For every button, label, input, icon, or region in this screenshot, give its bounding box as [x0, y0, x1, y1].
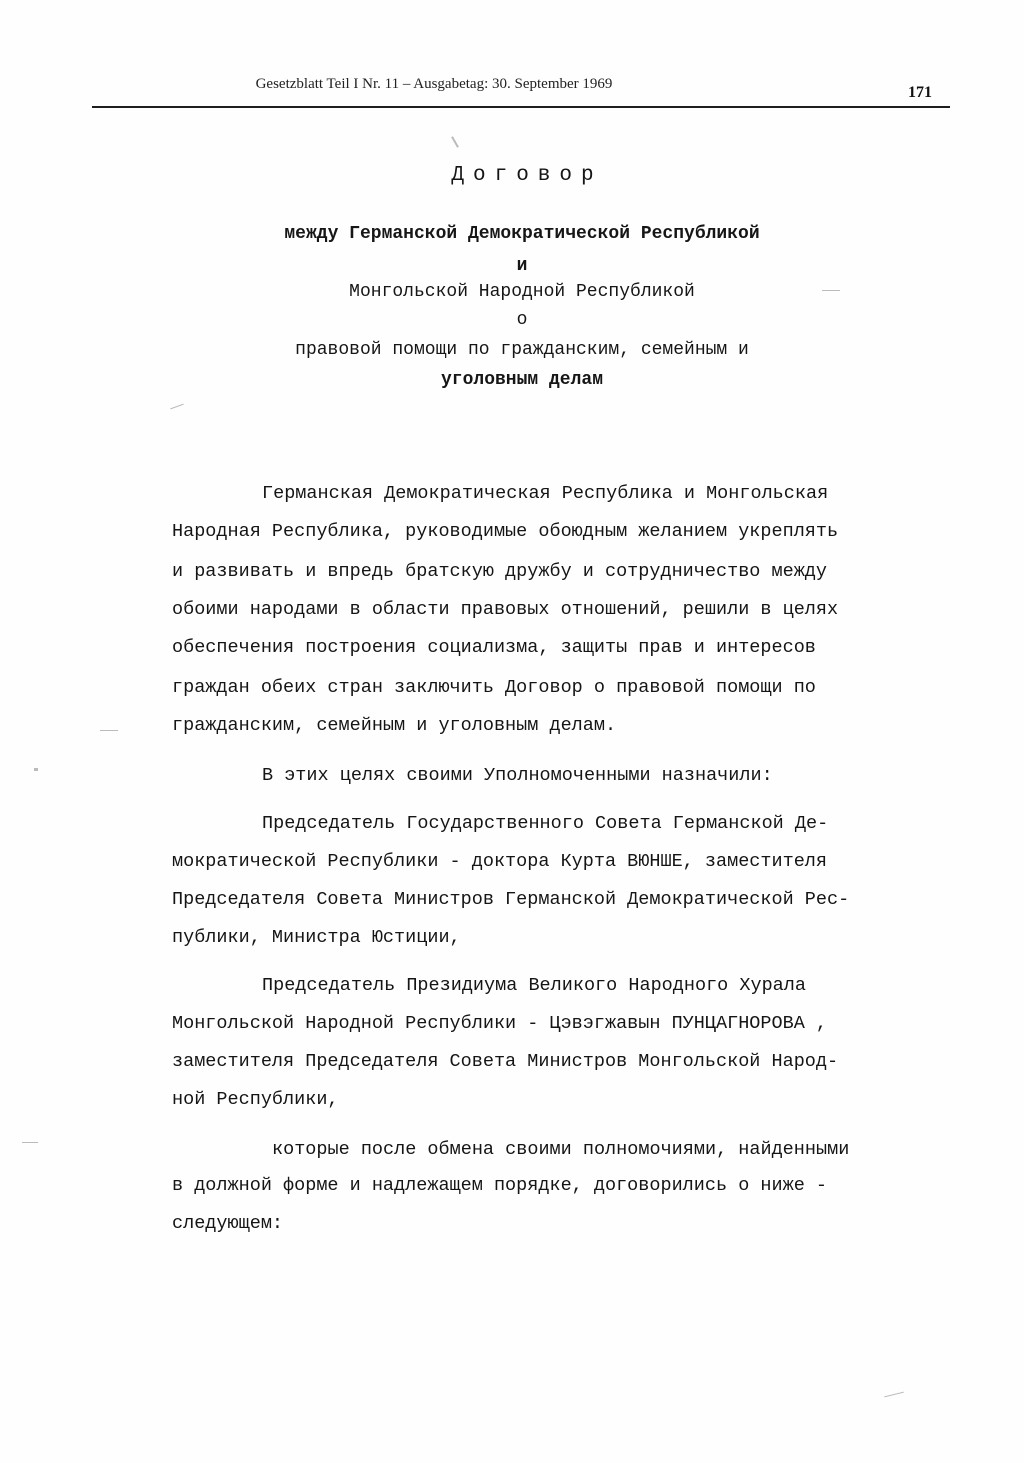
preamble-line: и развивать и впредь братскую дружбу и сотрудничество между — [172, 561, 828, 582]
scan-mark — [22, 1142, 38, 1143]
scan-mark — [34, 768, 38, 771]
preamble-line: Народная Республика, руководимые обоюдным желанием укреплять — [172, 521, 839, 542]
scan-mark — [884, 1392, 904, 1398]
subtitle-line-3: Монгольской Народной Республикой — [349, 282, 695, 302]
mpr-delegate-line: ной Республики, — [172, 1089, 339, 1110]
header-rule — [92, 106, 950, 108]
gdr-delegate-line: Председателя Совета Министров Германской Демократической Рес- — [172, 889, 850, 910]
closing-line: в должной форме и надлежащем порядке, договорились о ниже - — [172, 1175, 828, 1196]
subtitle-line-1: между Германской Демократической Республикой — [284, 224, 760, 244]
closing-line: следующем: — [172, 1213, 284, 1234]
gdr-delegate-line: Председатель Государственного Совета Германской Де- — [262, 813, 829, 834]
scan-mark — [170, 404, 183, 410]
subtitle-line-6: уголовным делам — [440, 370, 604, 390]
subtitle-line-4: о — [516, 310, 528, 330]
running-header: Gesetzblatt Teil I Nr. 11 – Ausgabetag: 30. September 1969 — [255, 76, 613, 92]
preamble-line: граждан обеих стран заключить Договор о правовой помощи по — [172, 677, 816, 698]
preamble-line: Германская Демократическая Республика и Монгольская — [262, 483, 829, 504]
scan-mark — [100, 730, 118, 731]
subtitle-line-5: правовой помощи по гражданским, семейным и — [295, 340, 749, 360]
preamble-line: обоими народами в области правовых отношений, решили в целях — [172, 599, 839, 620]
appointment-intro: В этих целях своими Уполномоченными назначили: — [262, 765, 773, 786]
document-title: Договор — [451, 164, 603, 187]
preamble-line: обеспечения построения социализма, защиты прав и интересов — [172, 637, 816, 658]
mpr-delegate-line: Председатель Президиума Великого Народного Хурала — [262, 975, 806, 996]
scan-mark — [822, 290, 840, 291]
gdr-delegate-line: мократической Республики - доктора Курта ВЮНШЕ, заместителя — [172, 851, 828, 872]
mpr-delegate-line: Монгольской Народной Республики - Цэвэгжавын ПУНЦАГНОРОВА , — [172, 1013, 828, 1034]
subtitle-line-2: и — [516, 256, 528, 276]
mpr-delegate-line: заместителя Председателя Совета Министров Монгольской Народ- — [172, 1051, 839, 1072]
page-number: 171 — [908, 84, 932, 101]
closing-line: которые после обмена своими полномочиями, найденными — [272, 1139, 850, 1160]
gdr-delegate-line: публики, Министра Юстиции, — [172, 927, 461, 948]
preamble-line: гражданским, семейным и уголовным делам. — [172, 715, 617, 736]
scan-mark — [451, 136, 459, 147]
